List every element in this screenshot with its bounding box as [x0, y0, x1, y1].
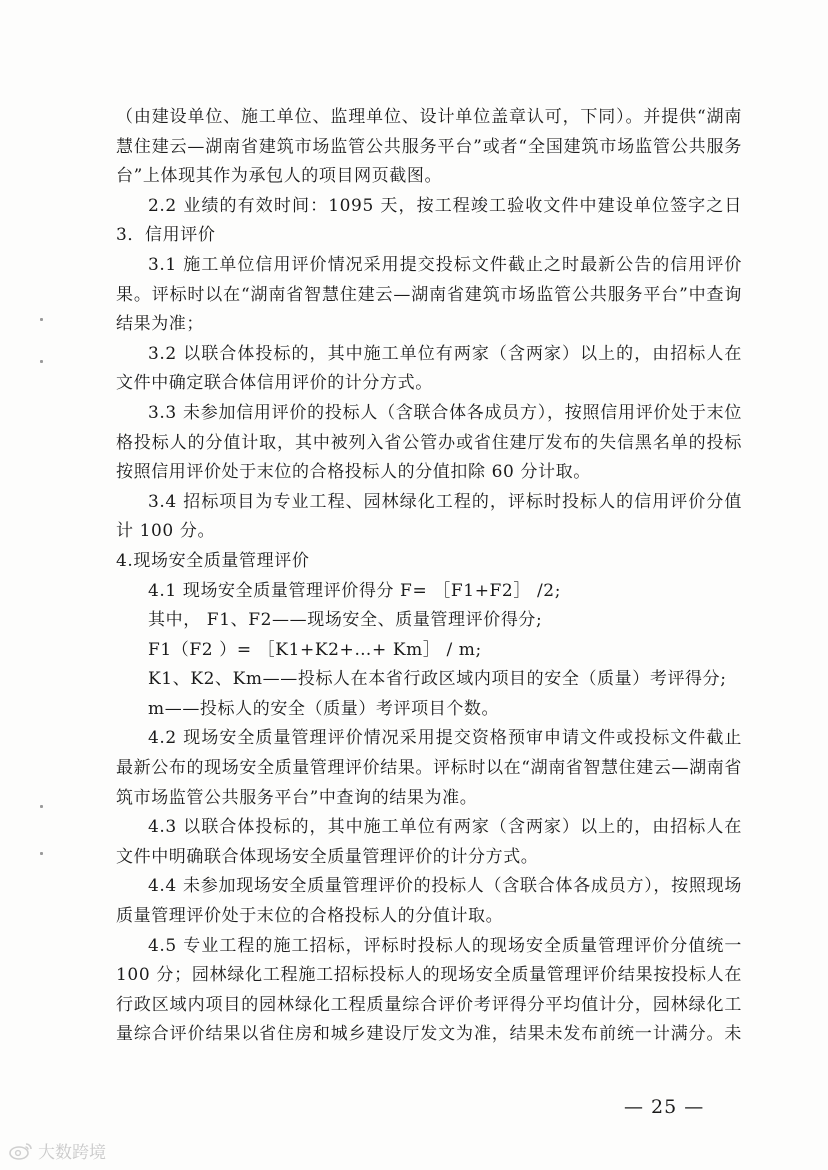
text-line: 结果为准；	[116, 314, 204, 335]
text-line: 果。评标时以在“湖南省智慧住建云—湖南省建筑市场监管公共服务平台”中查询	[116, 284, 742, 305]
text-line: 100 分；园林绿化工程施工招标投标人的现场安全质量管理评价结果按投标人在	[116, 965, 742, 986]
text-line: 4.现场安全质量管理评价	[116, 550, 310, 571]
text-line: 4.5 专业工程的施工招标，评标时投标人的现场安全质量管理评价分值统一	[148, 935, 742, 956]
text-line: 3．信用评价	[116, 225, 216, 246]
text-line: 文件中确定联合体信用评价的计分方式。	[116, 373, 433, 394]
text-line: 筑市场监管公共服务平台”中查询的结果为准。	[116, 787, 478, 808]
scan-speck	[40, 318, 43, 321]
text-line: 格投标人的分值计取，其中被列入省公管办或省住建厅发布的失信黑名单的投标	[116, 432, 742, 453]
text-line: 台”上体现其作为承包人的项目网页截图。	[116, 166, 443, 187]
text-line: 文件中明确联合体现场安全质量管理评价的计分方式。	[116, 846, 539, 867]
text-line: 最新公布的现场安全质量管理评价结果。评标时以在“湖南省智慧住建云—湖南省	[116, 758, 742, 779]
text-line: 3.4 招标项目为专业工程、园林绿化工程的，评标时投标人的信用评价分值	[148, 491, 742, 512]
text-line: 3.1 施工单位信用评价情况采用提交投标文件截止之时最新公告的信用评价	[148, 254, 742, 275]
page-number: — 25 —	[624, 1096, 705, 1118]
text-line: 量综合评价结果以省住房和城乡建设厅发文为准，结果未发布前统一计满分。未	[116, 1024, 742, 1045]
text-line: 按照信用评价处于末位的合格投标人的分值扣除 60 分计取。	[116, 462, 591, 483]
text-line: F1（F2 ）= ［K1+K2+…+ Km］ / m;	[148, 639, 482, 660]
text-line: m——投标人的安全（质量）考评项目个数。	[148, 698, 500, 719]
weibo-logo-icon	[8, 1141, 34, 1161]
text-line: 2.2 业绩的有效时间：1095 天，按工程竣工验收文件中建设单位签字之日	[148, 195, 742, 216]
scan-speck	[40, 805, 43, 808]
text-line: 4.4 未参加现场安全质量管理评价的投标人（含联合体各成员方），按照现场	[148, 876, 742, 897]
watermark-text: 大数跨境	[38, 1143, 106, 1163]
scan-speck	[40, 852, 43, 855]
scan-speck	[40, 360, 43, 363]
text-line: 4.3 以联合体投标的，其中施工单位有两家（含两家）以上的，由招标人在	[148, 817, 742, 838]
watermark	[8, 1138, 106, 1163]
text-line: 计 100 分。	[116, 521, 216, 542]
text-line: 4.1 现场安全质量管理评价得分 F= ［F1+F2］ /2;	[148, 580, 562, 601]
text-line: （由建设单位、施工单位、监理单位、设计单位盖章认可，下同）。并提供“湖南	[116, 107, 742, 127]
text-line: 行政区域内项目的园林绿化工程质量综合评价考评得分平均值计分，园林绿化工	[116, 994, 742, 1015]
text-line: 3.3 未参加信用评价的投标人（含联合体各成员方），按照信用评价处于末位	[148, 402, 742, 423]
text-line: 3.2 以联合体投标的，其中施工单位有两家（含两家）以上的，由招标人在	[148, 343, 742, 364]
text-line: 4.2 现场安全质量管理评价情况采用提交资格预审申请文件或投标文件截止	[148, 728, 742, 749]
text-line: K1、K2、Km——投标人在本省行政区域内项目的安全（质量）考评得分;	[148, 669, 727, 690]
body-text	[116, 103, 742, 1050]
text-line: 慧住建云—湖南省建筑市场监管公共服务平台”或者“全国建筑市场监管公共服务	[116, 136, 742, 157]
text-line: 其中， F1、F2——现场安全、质量管理评价得分;	[148, 610, 543, 631]
text-line: 质量管理评价处于末位的合格投标人的分值计取。	[116, 906, 504, 927]
